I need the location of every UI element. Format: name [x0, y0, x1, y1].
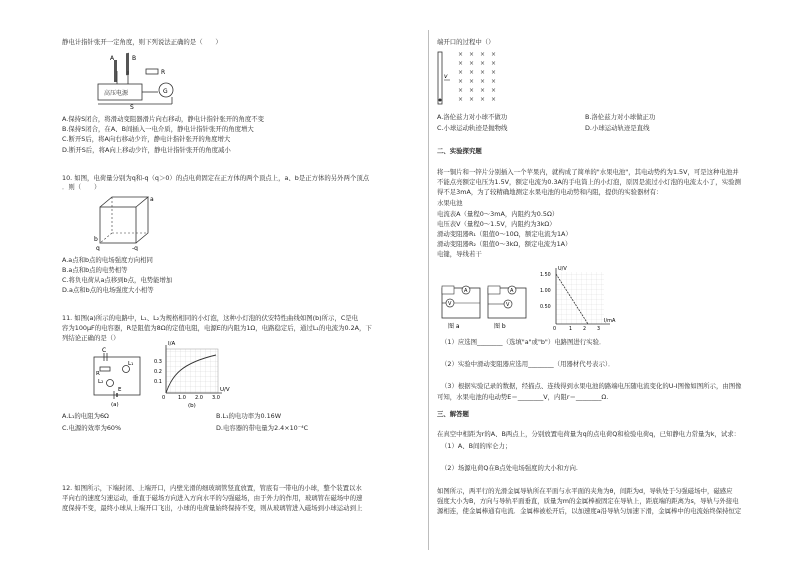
field-cross-mark: ×: [469, 51, 475, 58]
q12-option-c: C.小球运动轨迹是抛物线: [437, 124, 508, 132]
field-cross-mark: ×: [458, 96, 464, 103]
q11-graph-caption: (b): [188, 403, 196, 409]
svg-text:V: V: [448, 301, 452, 307]
field-cross-mark: ×: [458, 69, 464, 76]
q13-item-voltmeter: 电压表V（量程0～1.5V，内阻约为3kΩ）: [437, 220, 556, 228]
q11-option-b: B.L₁的电功率为0.16W: [216, 412, 282, 420]
field-cross-mark: ×: [491, 78, 497, 85]
q13-graph-ylabel: U/V: [558, 266, 567, 272]
q11-label-L1: L₁: [128, 361, 134, 367]
field-cross-mark: ×: [480, 96, 486, 103]
svg-text:A: A: [510, 288, 514, 294]
field-cross-mark: ×: [480, 69, 486, 76]
q13-item-r2: 滑动变阻器R₂（阻值0～3kΩ，额定电流为1A）: [437, 240, 572, 248]
q11-stem-line3: 列结论正确的是（）: [62, 334, 120, 342]
q12-cont-line: 端开口的过程中（）: [437, 38, 495, 46]
field-cross-mark: ×: [469, 69, 475, 76]
q11-graph-ytick-0_1: 0.1: [154, 379, 162, 385]
field-cross-mark: ×: [491, 96, 497, 103]
q13-graph-xtick-0: 0: [553, 327, 557, 332]
q10-option-d: D.a点和b点的电场强度大小相等: [62, 286, 154, 294]
q13-graph-xtick-3: 3: [597, 327, 601, 332]
q11-label-E: E: [118, 387, 122, 393]
q12-field-figure: [436, 48, 502, 108]
field-cross-mark: ×: [458, 87, 464, 94]
q10-label-b: b: [94, 236, 98, 243]
q10-label-a: a: [150, 196, 154, 203]
q9-label-R: R: [161, 69, 166, 76]
field-cross-mark: ×: [480, 51, 486, 58]
q13-line1: 将一铜片和一锌片分别插入一个苹果内，就构成了简单的"水果电池"，其电动势约为1.5V，可是这种电池并: [437, 168, 739, 176]
q10-cube-figure: [90, 193, 170, 251]
field-cross-mark: ×: [491, 60, 497, 67]
q13-graph-ytick-1_50: 1.50: [540, 273, 551, 278]
q13-graph-ytick-1_00: 1.00: [540, 289, 551, 294]
q13-sub3-line1: （3）根据实验记录的数据，经描点、连线得到水果电池的路端电压随电流变化的U-I图像如图所示，由图像: [441, 382, 742, 390]
field-cross-mark: ×: [458, 78, 464, 85]
q13-graph-xlabel: I/mA: [604, 318, 616, 324]
q11-option-a: A.L₁的电阻为6Ω: [62, 412, 109, 420]
q12-option-d: D.小球运动轨迹是直线: [585, 124, 650, 132]
q13-item-r1: 滑动变阻器R₁（阻值0～10Ω，额定电流为1A）: [437, 230, 572, 238]
q13-item-fruit-battery: 水果电池: [437, 199, 463, 207]
q13-caption-b: 图 b: [494, 323, 506, 330]
q9-label-S: S: [130, 104, 134, 110]
q9-label-G: G: [163, 88, 168, 95]
q15-line3: 源相连，使金属棒通有电流．金属棒被松开后，以加速度a沿导轨匀加速下滑，金属棒中的电流始终保持恒定: [437, 507, 742, 515]
q9-option-b: B.保持S闭合，在A、B间插入一电介质，静电计指针张开的角度增大: [62, 125, 254, 133]
q13-graph-xtick-2: 2: [583, 327, 587, 332]
q10-option-c: C.将负电荷从a点移到b点，电势能增加: [62, 276, 173, 284]
q11-graph-ytick-0_3: 0.3: [154, 359, 162, 365]
q11-graph-xlabel: U/V: [220, 387, 230, 393]
q15-line2: 强度大小为B，方向与导轨平面垂直，质量为m的金属棒被固定在导轨上，距底端的距离为s，导轨与外接电: [437, 497, 739, 505]
q12-label-v: v: [444, 73, 448, 80]
q13-line2: 不能点亮额定电压为1.5V，额定电流为0.3A的手电筒上的小灯泡，原因是流过小灯泡的电流太小了，实验测: [437, 178, 741, 186]
q9-label-source: 高压电源: [104, 90, 129, 97]
q14-sub2: （2）场源电荷Q在B点处电场强度的大小和方向.: [441, 464, 578, 472]
q10-option-b: B.a点和b点的电势相等: [62, 266, 128, 274]
q13-line3: 得不足3mA，为了较精确地测定水果电池的电动势和内阻，提供的实验器材有：: [437, 188, 663, 196]
field-cross-mark: ×: [480, 78, 486, 85]
q11-label-R: R: [96, 371, 100, 377]
q9-option-a: A.保持S闭合，将滑动变阻器滑片向右移动，静电计指针张开的角度不变: [62, 115, 265, 123]
q13-ui-graph: [536, 264, 620, 332]
q14-line1: 在真空中相距为r的A、B两点上，分别放置电荷量为q的点电荷Q和检验电荷q，已知静电力常量为k，试求：: [437, 430, 741, 438]
q11-caption-a: (a): [111, 402, 119, 407]
q13-sub3-line2: 可知，水果电池的电动势E＝________V，内阻r＝________Ω.: [437, 393, 609, 401]
q13-sub1: （1）应选图________（选填"a"或"b"）电路图进行实验．: [441, 338, 606, 346]
q9-option-c: C.断开S后，将A向右移动少许，静电计指针张开的角度增大: [62, 135, 231, 143]
q11-iu-graph: [150, 341, 230, 409]
q9-label-A: A: [110, 55, 115, 62]
q13-sub2: （2）实验中滑动变阻器应选用________（用器材代号表示）．: [441, 360, 615, 368]
column-divider: [428, 30, 429, 550]
q12-option-b: B.洛伦兹力对小球做正功: [585, 113, 656, 121]
q15-line1: 如图所示，两平行的光滑金属导轨所在平面与水平面的夹角为θ，间距为d，导轨处于匀强磁场中，磁感应: [437, 487, 733, 495]
q11-label-C: C: [102, 347, 107, 354]
q9-figure: [92, 52, 182, 110]
q13-circuit-b: [484, 282, 530, 330]
svg-text:V: V: [506, 302, 510, 308]
svg-text:A: A: [464, 288, 468, 294]
q11-graph-xtick-3: 3.0: [212, 395, 220, 401]
q11-graph-xtick-0: 0: [162, 395, 166, 401]
field-cross-mark: ×: [469, 78, 475, 85]
q13-item-ammeter: 电流表A（量程0～3mA，内阻约为0.5Ω）: [437, 210, 559, 218]
q12-option-a: A.洛伦兹力对小球不做功: [437, 113, 508, 121]
field-cross-mark: ×: [458, 51, 464, 58]
q13-caption-a: 图 a: [448, 323, 460, 330]
q12-line1: 12. 如图所示，下端封闭、上端开口，内壁光滑的细玻璃管竖直放置，管底有一带电的小球，整个装置以水: [62, 484, 362, 492]
field-cross-mark: ×: [469, 87, 475, 94]
q10-stem-line2: ．则（ ）: [62, 183, 101, 191]
q11-circuit-figure: [88, 347, 148, 407]
q10-label-q: q: [96, 245, 100, 251]
q13-graph-ytick-0_50: 0.50: [540, 305, 551, 310]
section-2-heading: 二、实验探究题: [437, 147, 482, 155]
field-cross-mark: ×: [480, 87, 486, 94]
q11-graph-ylabel: I/A: [168, 341, 176, 347]
q14-sub1: （1）A、B间的库仑力；: [441, 442, 512, 450]
q12-line2: 平向右的速度匀速运动，垂直于磁场方向进入方向水平的匀强磁场，由于外力的作用，玻璃管在磁场中的速: [62, 494, 363, 502]
q13-circuit-a: [438, 282, 484, 330]
q9-option-d: D.断开S后，将A向上移动少许，静电计指针张开的角度减小: [62, 146, 231, 154]
q12-line3: 度保持不变，最终小球从上端开口飞出，小球的电荷量始终保持不变，则从玻璃管进入磁场到小球运动到上: [62, 504, 363, 512]
q9-label-B: B: [132, 55, 137, 62]
q13-item-switch: 电键，导线若干: [437, 250, 482, 258]
field-cross-mark: ×: [480, 60, 486, 67]
field-cross-mark: ×: [458, 60, 464, 67]
q9-stem: 静电计指针张开一定角度，则下列说法正确的是（ ）: [62, 38, 222, 46]
q10-label-minus-q: -q: [132, 245, 138, 251]
field-cross-mark: ×: [491, 51, 497, 58]
q11-option-d: D.电容器的带电量为2.4×10⁻⁴C: [216, 424, 309, 432]
q10-stem-line1: 10. 如图，电荷量分别为q和-q（q＞0）的点电荷固定在正方体的两个顶点上，a、b是正方体的另外两个顶点: [62, 174, 370, 182]
section-3-heading: 三、解答题: [437, 410, 469, 418]
q11-graph-xtick-2: 2.0: [195, 395, 203, 401]
q11-stem-line2: 容为100μF的电容器，R是阻值为8Ω的定值电阻，电源E的内阻为1Ω，电路稳定后，通过L₁的电流为0.2A，下: [62, 324, 372, 332]
q11-graph-xtick-1: 1.0: [178, 395, 186, 401]
q11-graph-ytick-0_2: 0.2: [154, 369, 162, 375]
field-cross-mark: ×: [491, 69, 497, 76]
q13-graph-xtick-1: 1: [569, 327, 573, 332]
field-cross-mark: ×: [469, 96, 475, 103]
field-cross-mark: ×: [491, 87, 497, 94]
q11-label-L2: L₂: [98, 379, 104, 385]
q11-stem-line1: 11. 如图(a)所示的电路中，L₁、L₂为规格相同的小灯泡，这种小灯泡的伏安特性曲线如图(b)所示，C是电: [62, 314, 359, 322]
q10-option-a: A.a点和b点的电场强度方向相同: [62, 256, 153, 264]
q11-option-c: C.电源的效率为60%: [62, 424, 122, 432]
field-cross-mark: ×: [469, 60, 475, 67]
